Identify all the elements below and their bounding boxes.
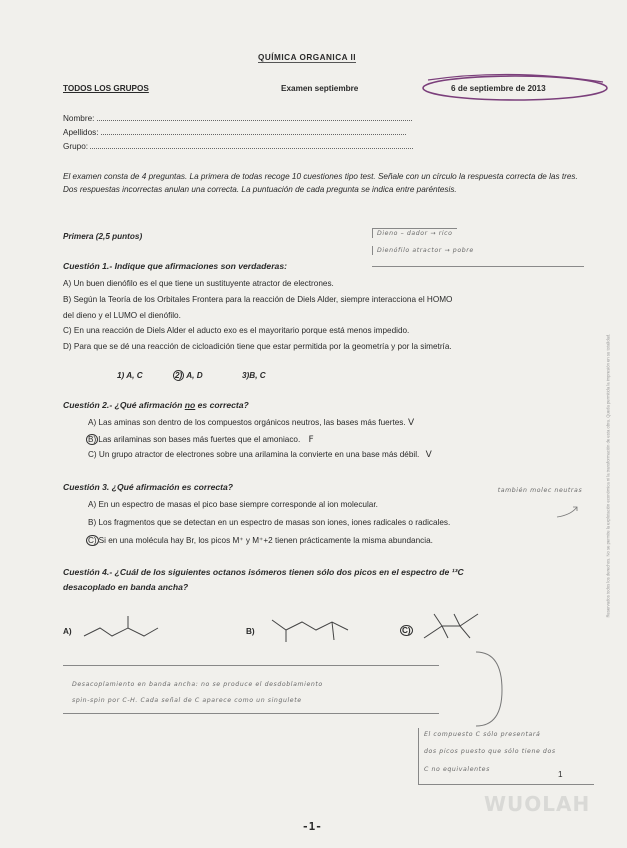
answer-box-bottom-line xyxy=(63,713,439,714)
q1-answer-2[interactable] xyxy=(173,370,203,381)
handwritten-note-dieno: Dieno – dador → rico xyxy=(372,228,457,238)
primera-label: Primera (2,5 puntos) xyxy=(63,232,143,241)
q2-title-no: no xyxy=(184,400,196,410)
q2-option-b[interactable] xyxy=(86,434,314,445)
date-circle xyxy=(420,66,610,106)
q4-label-b[interactable]: B) xyxy=(246,627,255,636)
q2-option-b-circle: B) xyxy=(88,435,97,444)
side-copyright xyxy=(598,260,611,620)
q2-option-c-text: C) Un grupo atractor de electrones sobre una arilamina la convierte en una base más débil. xyxy=(88,450,420,459)
q1-title: Cuestión 1.- Indique que afirmaciones son verdaderas: xyxy=(63,261,287,271)
q2-title xyxy=(63,400,249,410)
answer-page-number: 1 xyxy=(558,770,563,779)
exam-label: Examen septiembre xyxy=(281,84,359,93)
conclusion-box-bottom xyxy=(418,784,594,785)
q1-option-b-line2: del dieno y el LUMO el dienófilo. xyxy=(63,311,181,320)
nombre-field[interactable] xyxy=(63,114,412,123)
q2-mark-b: F xyxy=(308,435,315,445)
q1-option-b-line1: B) Según la Teoría de los Orbitales Frontera para la reacción de Diels Alder, siempre interacciona el HOMO xyxy=(63,295,453,304)
q3-option-c-circle: C) xyxy=(88,536,97,545)
q3-handwritten-note: también molec neutras xyxy=(497,487,583,494)
wuolah-logo: WUOLAH xyxy=(484,792,591,816)
handwritten-note-dienofilo: Dienófilo atractor → pobre xyxy=(372,246,478,255)
q4-label-c[interactable] xyxy=(400,625,413,636)
q3-option-c[interactable] xyxy=(86,535,433,546)
q4-title-line1: Cuestión 4.- ¿Cuál de los siguientes octanos isómeros tienen sólo dos picos en el espectro de ¹³C xyxy=(63,567,464,577)
q2-title-part1: Cuestión 2.- ¿Qué afirmación xyxy=(63,400,185,410)
instructions: El examen consta de 4 preguntas. La primera de todas recoge 10 cuestiones tipo test. Señale con un círculo la respuesta correcta de las tres. Dos respuestas incorrectas anulan una correcta. La puntuación de cada pregunta se indica entre paréntesis. xyxy=(63,172,578,194)
q2-option-a-text: A) Las aminas son dentro de los compuestos orgánicos neutros, las bases más fuertes. xyxy=(88,418,406,427)
answer-note-line1: Desacoplamiento en banda ancha: no se produce el desdoblamiento xyxy=(72,681,323,688)
q1-answer-3[interactable]: 3)B, C xyxy=(242,371,266,380)
note-underline xyxy=(372,266,584,267)
q2-option-a xyxy=(88,418,415,428)
answer-box-top-line xyxy=(63,665,439,666)
q1-answer-1[interactable]: 1) A, C xyxy=(117,371,143,380)
q2-mark-c: V xyxy=(425,450,433,460)
course-title: QUÍMICA ORGANICA II xyxy=(258,53,357,62)
q1-option-c: C) En una reacción de Diels Alder el aducto exo es el mayoritario porque está menos impedido. xyxy=(63,326,410,335)
q1-option-d: D) Para que se dé una reacción de cicloadición tiene que estar permitida por la geometría y por la simetría. xyxy=(63,342,452,351)
q4-label-a[interactable]: A) xyxy=(63,627,72,636)
exam-date: 6 de septiembre de 2013 xyxy=(451,84,546,93)
grupo-label: Grupo: xyxy=(63,142,89,151)
q3-arrow xyxy=(555,503,585,521)
q3-option-c-text: Si en una molécula hay Br, los picos M⁺ y M⁺+2 tienen prácticamente la misma abundancia. xyxy=(98,536,433,545)
apellidos-field[interactable] xyxy=(63,128,406,137)
conclusion-line2: dos picos puesto que sólo tiene dos xyxy=(424,748,556,755)
grupo-field[interactable] xyxy=(63,142,413,151)
conclusion-line1: El compuesto C sólo presentará xyxy=(424,731,541,738)
answer-bracket xyxy=(472,650,512,730)
q1-answer-2-text: A, D xyxy=(186,371,203,380)
molecule-c xyxy=(420,608,490,642)
q2-title-part2: es correcta? xyxy=(195,400,249,410)
apellidos-label: Apellidos: xyxy=(63,128,99,137)
molecule-a xyxy=(82,614,162,644)
q1-option-a: A) Un buen dienófilo es el que tiene un sustituyente atractor de electrones. xyxy=(63,279,334,288)
molecule-b xyxy=(268,612,358,644)
q2-option-b-text: Las arilaminas son bases más fuertes que el amoniaco. xyxy=(98,435,301,444)
conclusion-box-left xyxy=(418,728,419,784)
q3-option-a: A) En un espectro de masas el pico base siempre corresponde al ion molecular. xyxy=(88,500,378,509)
q1-answer-2-circle: 2) xyxy=(175,371,183,380)
q2-option-c xyxy=(88,450,432,460)
q3-option-b: B) Los fragmentos que se detectan en un espectro de masas son iones, iones radicales o radicales. xyxy=(88,518,451,527)
groups-label: TODOS LOS GRUPOS xyxy=(63,84,149,93)
nombre-label: Nombre: xyxy=(63,114,95,123)
side-copyright-text: Reservados todos los derechos. No se permite la explotación económica ni la transformación de esta obra. Queda permitida la impresión en su totalidad. xyxy=(605,333,611,618)
page-number: -1- xyxy=(302,820,322,833)
q2-mark-a: V xyxy=(407,418,415,428)
q4-label-c-circle: C) xyxy=(402,626,411,635)
answer-note-line2: spin-spin por C-H. Cada señal de C aparece como un singulete xyxy=(72,697,302,704)
q3-title: Cuestión 3. ¿Qué afirmación es correcta? xyxy=(63,482,234,492)
q4-title-line2: desacoplado en banda ancha? xyxy=(63,582,189,592)
conclusion-line3: C no equivalentes xyxy=(424,766,490,773)
